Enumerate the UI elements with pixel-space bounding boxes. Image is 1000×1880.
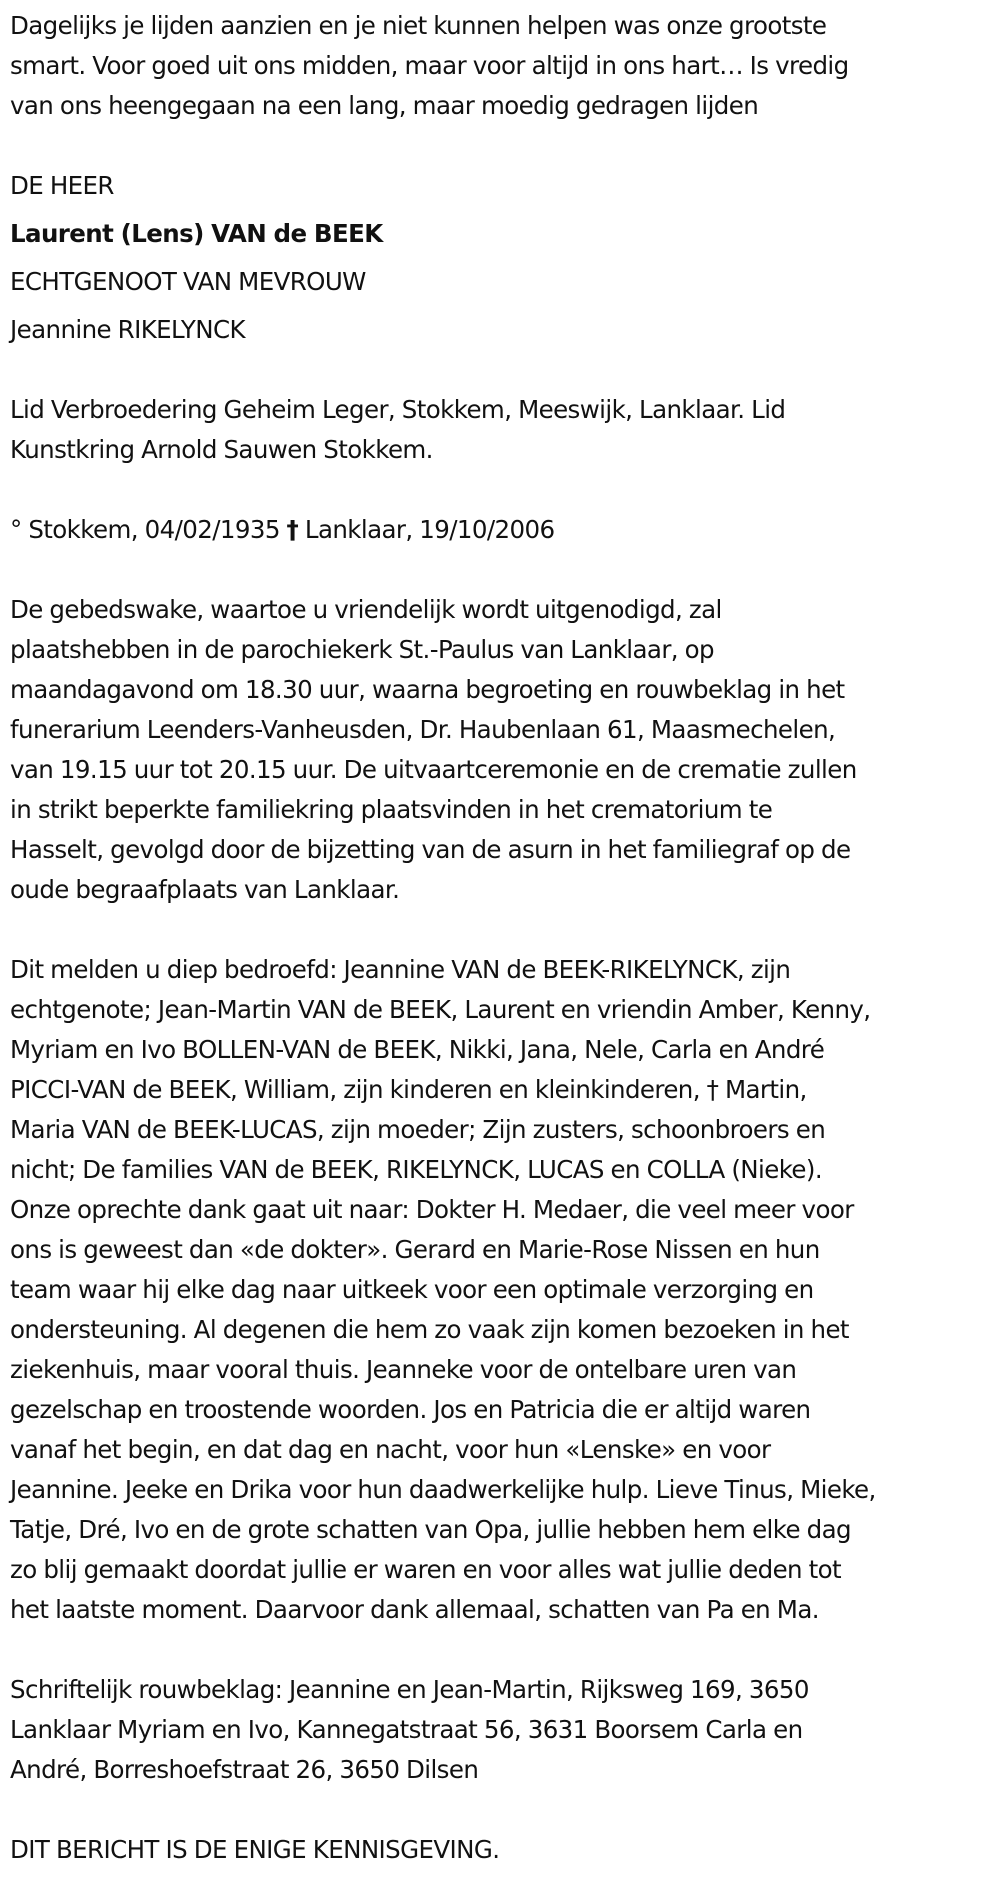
ceremony-line: funerarium Leenders-Vanheusden, Dr. Haubenlaan 61, Maasmechelen,: [10, 715, 836, 744]
deceased-title: DE HEER: [10, 171, 114, 200]
intro-line: smart. Voor goed uit ons midden, maar voor altijd in ons hart… Is vredig: [10, 51, 849, 80]
ceremony-line: van 19.15 uur tot 20.15 uur. De uitvaartceremonie en de crematie zullen: [10, 755, 857, 784]
family-line: Myriam en Ivo BOLLEN-VAN de BEEK, Nikki, Jana, Nele, Carla en André: [10, 1035, 825, 1064]
family-line: ons is geweest dan «de dokter». Gerard en Marie-Rose Nissen en hun: [10, 1235, 820, 1264]
family-line: nicht; De families VAN de BEEK, RIKELYNCK, LUCAS en COLLA (Nieke).: [10, 1155, 823, 1184]
ceremony-line: oude begraafplaats van Lanklaar.: [10, 875, 400, 904]
family-line: ondersteuning. Al degenen die hem zo vaak zijn komen bezoeken in het: [10, 1315, 849, 1344]
deceased-relation: ECHTGENOOT VAN MEVROUW: [10, 267, 366, 296]
condolences-line: André, Borreshoefstraat 26, 3650 Dilsen: [10, 1755, 479, 1784]
family-line: zo blij gemaakt doordat jullie er waren en voor alles wat jullie deden tot: [10, 1555, 842, 1584]
ceremony-line: Hasselt, gevolgd door de bijzetting van de asurn in het familiegraf op de: [10, 835, 851, 864]
ceremony-line: in strikt beperkte familiekring plaatsvinden in het crematorium te: [10, 795, 773, 824]
membership-line: Lid Verbroedering Geheim Leger, Stokkem, Meeswijk, Lanklaar. Lid: [10, 395, 786, 424]
family-line: ziekenhuis, maar vooral thuis. Jeanneke voor de ontelbare uren van: [10, 1355, 797, 1384]
family-line: Jeannine. Jeeke en Drika voor hun daadwerkelijke hulp. Lieve Tinus, Mieke,: [10, 1475, 876, 1504]
family-line: Onze oprechte dank gaat uit naar: Dokter H. Medaer, die veel meer voor: [10, 1195, 854, 1224]
family-line: echtgenote; Jean-Martin VAN de BEEK, Laurent en vriendin Amber, Kenny,: [10, 995, 871, 1024]
family-line: vanaf het begin, en dat dag en nacht, voor hun «Lenske» en voor: [10, 1435, 771, 1464]
deceased-header: [10, 166, 990, 350]
ceremony-line: De gebedswake, waartoe u vriendelijk wordt uitgenodigd, zal: [10, 595, 722, 624]
family-line: team waar hij elke dag naar uitkeek voor een optimale verzorging en: [10, 1275, 814, 1304]
condolences-line: Lanklaar Myriam en Ivo, Kannegatstraat 56, 3631 Boorsem Carla en: [10, 1715, 803, 1744]
intro-paragraph: [10, 6, 990, 126]
birth-info: ° Stokkem, 04/02/1935: [10, 515, 280, 544]
death-info: Lanklaar, 19/10/2006: [304, 515, 555, 544]
membership-paragraph: [10, 390, 990, 470]
family-line: Dit melden u diep bedroefd: Jeannine VAN de BEEK-RIKELYNCK, zijn: [10, 955, 791, 984]
deceased-name: Laurent (Lens) VAN de BEEK: [10, 219, 383, 248]
cross-icon: †: [286, 515, 299, 544]
membership-line: Kunstkring Arnold Sauwen Stokkem.: [10, 435, 433, 464]
family-line: gezelschap en troostende woorden. Jos en Patricia die er altijd waren: [10, 1395, 811, 1424]
family-paragraph: [10, 950, 990, 1630]
condolences-paragraph: [10, 1670, 990, 1790]
condolences-line: Schriftelijk rouwbeklag: Jeannine en Jean-Martin, Rijksweg 169, 3650: [10, 1675, 809, 1704]
closing-notice: DIT BERICHT IS DE ENIGE KENNISGEVING.: [10, 1835, 500, 1864]
family-line: Maria VAN de BEEK-LUCAS, zijn moeder; Zijn zusters, schoonbroers en: [10, 1115, 826, 1144]
intro-line: van ons heengegaan na een lang, maar moedig gedragen lijden: [10, 91, 759, 120]
ceremony-paragraph: [10, 590, 990, 910]
ceremony-line: plaatshebben in de parochiekerk St.-Paulus van Lanklaar, op: [10, 635, 715, 664]
family-line: Tatje, Dré, Ivo en de grote schatten van Opa, jullie hebben hem elke dag: [10, 1515, 851, 1544]
dates-line: [10, 510, 990, 550]
family-line: het laatste moment. Daarvoor dank allemaal, schatten van Pa en Ma.: [10, 1595, 819, 1624]
spouse-name: Jeannine RIKELYNCK: [10, 315, 245, 344]
ceremony-line: maandagavond om 18.30 uur, waarna begroeting en rouwbeklag in het: [10, 675, 845, 704]
family-line: PICCI-VAN de BEEK, William, zijn kinderen en kleinkinderen, † Martin,: [10, 1075, 807, 1104]
intro-line: Dagelijks je lijden aanzien en je niet kunnen helpen was onze grootste: [10, 11, 827, 40]
